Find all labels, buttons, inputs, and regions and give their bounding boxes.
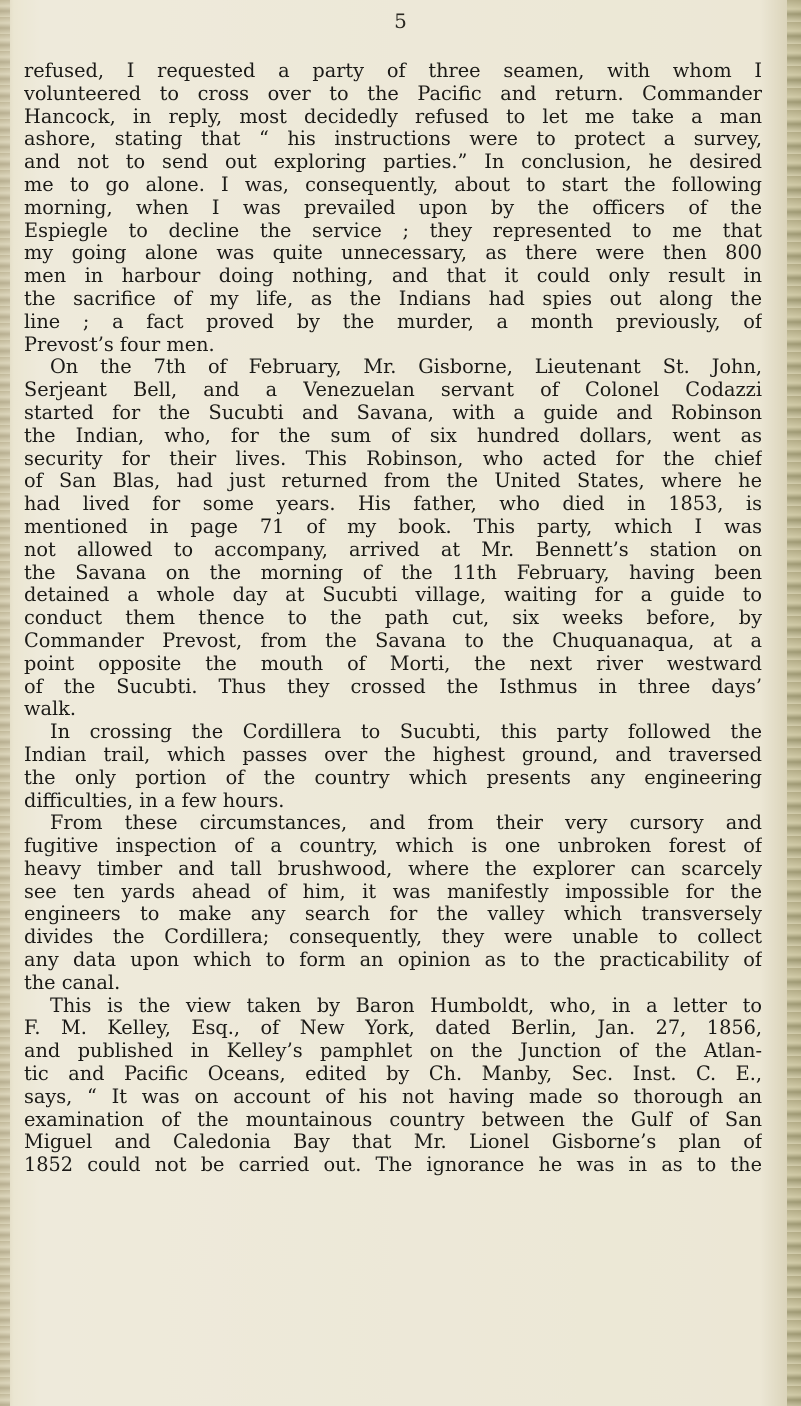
text-line: says, “ It was on account of his not having made so thorough an (24, 1085, 762, 1108)
body-text (24, 60, 762, 1177)
text-line: my going alone was quite unnecessary, as there were then 800 (24, 242, 762, 265)
text-line: In crossing the Cordillera to Sucubti, this party followed the (50, 721, 762, 744)
text-line: any data upon which to form an opinion as to the practicability of (24, 949, 762, 972)
paragraph-4 (24, 812, 762, 994)
text-line: the Savana on the morning of the 11th February, having been (24, 561, 762, 584)
text-line: 1852 could not be carried out. The ignorance he was in as to the (24, 1154, 762, 1177)
text-line: and not to send out exploring parties.” In conclusion, he desired (24, 151, 762, 174)
paragraph-1 (24, 60, 762, 356)
text-line: line ; a fact proved by the murder, a month previously, of (24, 310, 762, 333)
binding-edge (0, 0, 10, 1406)
text-line: examination of the mountainous country between the Gulf of San (24, 1108, 762, 1131)
text-line: tic and Pacific Oceans, edited by Ch. Manby, Sec. Inst. C. E., (24, 1063, 762, 1086)
paragraph-2 (24, 356, 762, 721)
text-line: and published in Kelley’s pamphlet on the Junction of the Atlan- (24, 1040, 762, 1063)
text-line: morning, when I was prevailed upon by the officers of the (24, 196, 762, 219)
text-line: divides the Cordillera; consequently, they were unable to collect (24, 926, 762, 949)
text-line: Hancock, in reply, most decidedly refused to let me take a man (24, 105, 762, 128)
text-line: F. M. Kelley, Esq., of New York, dated Berlin, Jan. 27, 1856, (24, 1017, 762, 1040)
text-line: security for their lives. This Robinson, who acted for the chief (24, 447, 762, 470)
text-line: started for the Sucubti and Savana, with a guide and Robinson (24, 401, 762, 424)
text-line: engineers to make any search for the valley which transversely (24, 903, 762, 926)
page-edge (787, 0, 801, 1406)
text-line: of San Blas, had just returned from the United States, where he (24, 470, 762, 493)
text-line: walk. (24, 698, 76, 721)
text-line: heavy timber and tall brushwood, where the explorer can scarcely (24, 857, 762, 880)
text-line: Miguel and Caledonia Bay that Mr. Lionel Gisborne’s plan of (24, 1131, 762, 1154)
text-line: Indian trail, which passes over the highest ground, and traversed (24, 743, 762, 766)
paragraph-3 (24, 721, 762, 812)
text-line: difficulties, in a few hours. (24, 789, 285, 812)
text-line: Commander Prevost, from the Savana to the Chuquanaqua, at a (24, 629, 762, 652)
text-line: the sacrifice of my life, as the Indians had spies out along the (24, 287, 762, 310)
text-line: the only portion of the country which presents any engineering (24, 766, 762, 789)
text-line: point opposite the mouth of Morti, the next river westward (24, 652, 762, 675)
text-line: me to go alone. I was, consequently, about to start the following (24, 173, 762, 196)
paragraph-5 (24, 995, 762, 1177)
text-line: not allowed to accompany, arrived at Mr. Bennett’s station on (24, 538, 762, 561)
text-line: This is the view taken by Baron Humboldt, who, in a letter to (50, 994, 762, 1017)
text-line: volunteered to cross over to the Pacific and return. Commander (24, 82, 762, 105)
text-line: men in harbour doing nothing, and that it could only result in (24, 265, 762, 288)
text-line: Serjeant Bell, and a Venezuelan servant of Colonel Codazzi (24, 379, 762, 402)
text-line: of the Sucubti. Thus they crossed the Isthmus in three days’ (24, 675, 762, 698)
text-line: fugitive inspection of a country, which is one unbroken forest of (24, 835, 762, 858)
text-line: ashore, stating that “ his instructions were to protect a survey, (24, 128, 762, 151)
text-line: the canal. (24, 971, 121, 994)
text-line: mentioned in page 71 of my book. This party, which I was (24, 515, 762, 538)
text-line: From these circumstances, and from their very cursory and (50, 812, 762, 835)
text-line: had lived for some years. His father, who died in 1853, is (24, 493, 762, 516)
text-line: refused, I requested a party of three seamen, with whom I (24, 60, 762, 82)
text-line: the Indian, who, for the sum of six hundred dollars, went as (24, 424, 762, 447)
text-line: conduct them thence to the path cut, six weeks before, by (24, 607, 762, 630)
text-line: see ten yards ahead of him, it was manifestly impossible for the (24, 880, 762, 903)
text-line: Espiegle to decline the service ; they represented to me that (24, 219, 762, 242)
text-line: On the 7th of February, Mr. Gisborne, Lieutenant St. John, (50, 356, 762, 379)
page-number: 5 (394, 9, 407, 33)
text-line: detained a whole day at Sucubti village, waiting for a guide to (24, 584, 762, 607)
text-line: Prevost’s four men. (24, 333, 215, 356)
